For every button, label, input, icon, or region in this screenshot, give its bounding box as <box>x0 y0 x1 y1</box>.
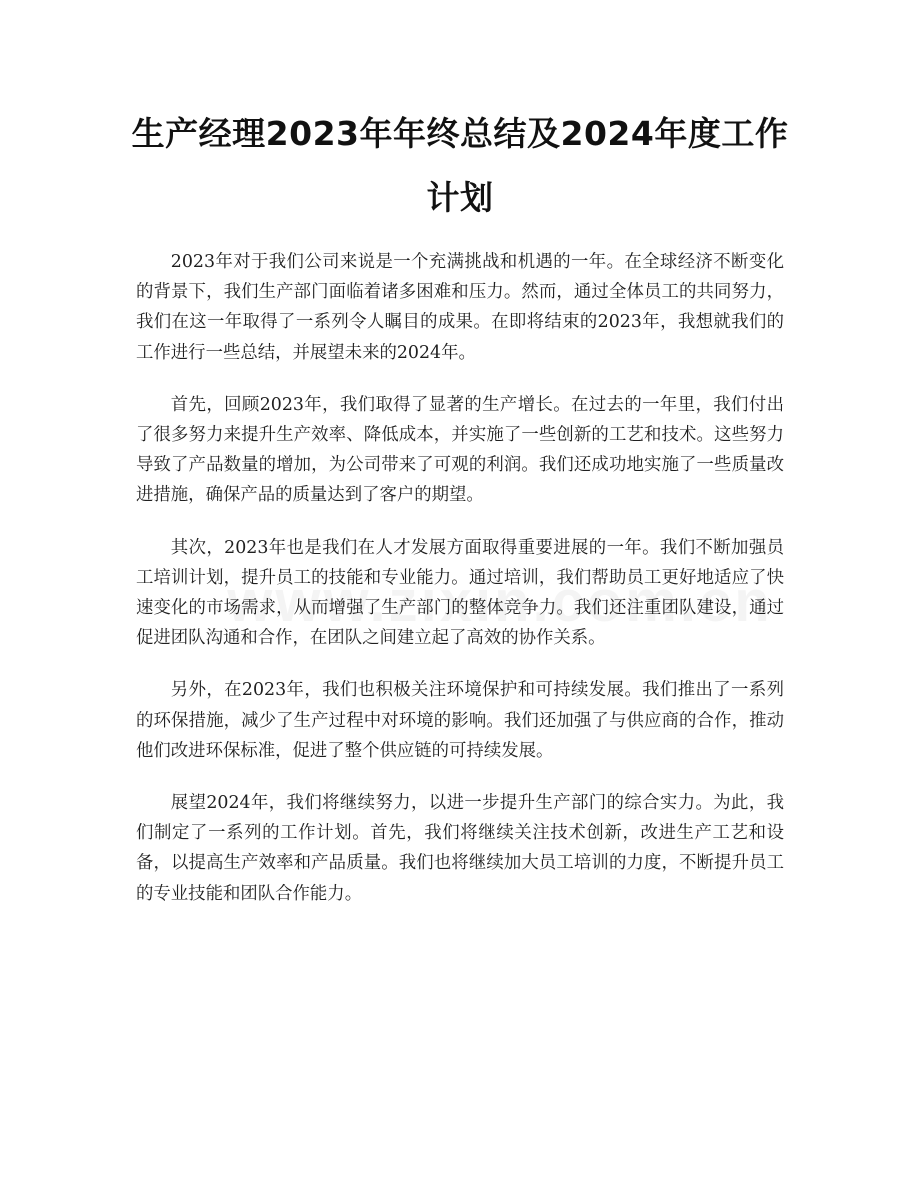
paragraph-3: 其次，2023年也是我们在人才发展方面取得重要进展的一年。我们不断加强员工培训计划，提升员工的技能和专业能力。通过培训，我们帮助员工更好地适应了快速变化的市场需求，从而增强了生产部门的整体竞争力。我们还注重团队建设，通过促进团队沟通和合作，在团队之间建立起了高效的协作关系。 <box>136 537 784 649</box>
document-title: 生产经理2023年年终总结及2024年度工作计划 <box>131 114 789 217</box>
paragraph-2: 首先，回顾2023年，我们取得了显著的生产增长。在过去的一年里，我们付出了很多努力来提升生产效率、降低成本，并实施了一些创新的工艺和技术。这些努力导致了产品数量的增加，为公司带来了可观的利润。我们还成功地实施了一些质量改进措施，确保产品的质量达到了客户的期望。 <box>136 394 784 506</box>
document-body <box>136 247 784 931</box>
paragraph-1: 2023年对于我们公司来说是一个充满挑战和机遇的一年。在全球经济不断变化的背景下，我们生产部门面临着诸多困难和压力。然而，通过全体员工的共同努力，我们在这一年取得了一系列令人瞩目的成果。在即将结束的2023年，我想就我们的工作进行一些总结，并展望未来的2024年。 <box>136 252 784 363</box>
paragraph-5: 展望2024年，我们将继续努力，以进一步提升生产部门的综合实力。为此，我们制定了一系列的工作计划。首先，我们将继续关注技术创新，改进生产工艺和设备，以提高生产效率和产品质量。我们也将继续加大员工培训的力度，不断提升员工的专业技能和团队合作能力。 <box>136 793 784 904</box>
paragraph-4: 另外，在2023年，我们也积极关注环境保护和可持续发展。我们推出了一系列的环保措施，减少了生产过程中对环境的影响。我们还加强了与供应商的合作，推动他们改进环保标准，促进了整个供应链的可持续发展。 <box>136 680 784 761</box>
